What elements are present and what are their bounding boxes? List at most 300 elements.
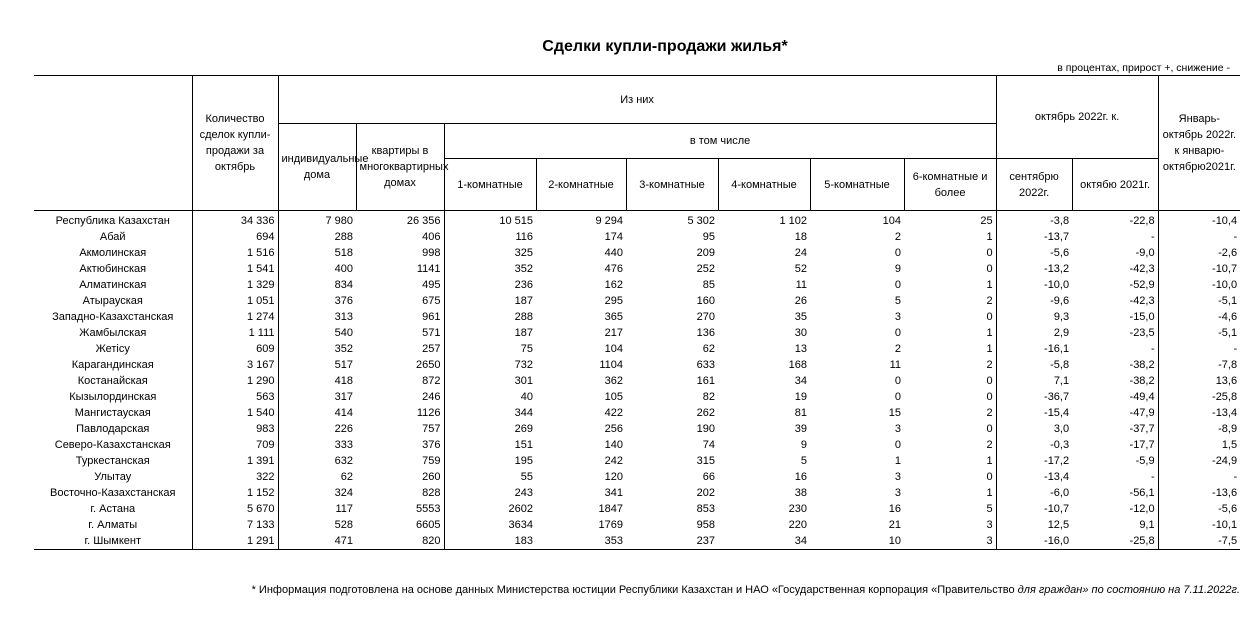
r6-cell: 0 — [904, 261, 996, 277]
ind-cell: 632 — [334, 455, 353, 467]
r3-cell: 95 — [702, 231, 715, 243]
r2-cell: 353 — [536, 533, 626, 550]
r1-cell: 2602 — [508, 503, 533, 515]
r2-cell: 105 — [604, 391, 623, 403]
table-row — [34, 341, 1240, 357]
r3-cell: 209 — [696, 247, 715, 259]
r4-cell: 24 — [794, 247, 807, 259]
r4-cell: 168 — [788, 359, 807, 371]
r1-cell: 187 — [514, 295, 533, 307]
apt-cell: 571 — [356, 325, 444, 341]
region-cell: Жетісу — [34, 341, 192, 357]
region-cell: Карагандинская — [34, 357, 192, 373]
table-row — [34, 389, 1240, 405]
ind-cell: 400 — [334, 263, 353, 275]
table-row — [34, 261, 1240, 277]
oct-cell: -38,2 — [1072, 357, 1158, 373]
total-cell: 709 — [192, 437, 278, 453]
jan-cell: -5,1 — [1218, 295, 1238, 307]
table-row — [34, 437, 1240, 453]
r5-cell: 10 — [810, 533, 904, 550]
r2-cell: 256 — [604, 423, 623, 435]
oct-cell: - — [1072, 341, 1158, 357]
table-row — [34, 211, 1240, 230]
total-cell: 563 — [192, 389, 278, 405]
r2-cell: 9 294 — [595, 215, 623, 227]
r1-cell: 151 — [514, 439, 533, 451]
r5-cell: 1 — [894, 455, 901, 467]
r3-cell: 237 — [626, 533, 718, 550]
r6-cell: 2 — [904, 293, 996, 309]
footnote-text: * Информация подготовлена на основе данных Министерства юстиции Республики Казахстан и НАО «Государственная корпорация «Правительство — [251, 584, 1018, 596]
ind-cell: 313 — [334, 311, 353, 323]
jan-cell: -13,6 — [1212, 487, 1238, 499]
region-cell: Атырауская — [34, 293, 192, 309]
total-cell: 1 540 — [192, 405, 278, 421]
oct-cell: - — [1072, 469, 1158, 485]
r3-cell: 5 302 — [687, 215, 715, 227]
r6-cell: 0 — [904, 421, 996, 437]
apartments-header: квартиры в многоквартирных домах — [356, 124, 444, 211]
count-header: Количество сделок купли-продажи за октябрь — [192, 76, 278, 211]
r5-cell: 2 — [894, 231, 901, 243]
jan-cell: -10,0 — [1212, 279, 1238, 291]
oct-cell: -42,3 — [1072, 261, 1158, 277]
r2-cell: 217 — [604, 327, 623, 339]
footnote-italic-text: для граждан» по состоянию на 7.11.2022г. — [1017, 584, 1240, 596]
ind-cell: 834 — [334, 279, 353, 291]
jan-cell: -2,6 — [1218, 247, 1238, 259]
rooms-4-header: 4-комнатные — [718, 159, 810, 211]
region-cell: Республика Казахстан — [34, 211, 192, 230]
table-row — [34, 277, 1240, 293]
ind-cell: 288 — [334, 231, 353, 243]
jan-cell: -24,9 — [1212, 455, 1238, 467]
total-cell: 3 167 — [192, 357, 278, 373]
r4-cell: 13 — [794, 343, 807, 355]
jan-cell: -10,7 — [1212, 263, 1238, 275]
oct-cell: -9,0 — [1072, 245, 1158, 261]
r4-cell: 9 — [800, 439, 807, 451]
sep-cell: 9,3 — [1053, 311, 1070, 323]
oct-cell: - — [1072, 229, 1158, 245]
r6-cell: 1 — [904, 485, 996, 501]
oct-cell: -23,5 — [1072, 325, 1158, 341]
region-cell: Жамбылская — [34, 325, 192, 341]
jan-cell: - — [1233, 231, 1238, 243]
r6-cell: 0 — [904, 389, 996, 405]
total-cell: 5 670 — [192, 501, 278, 517]
ind-cell: 376 — [334, 295, 353, 307]
r6-cell: 1 — [904, 229, 996, 245]
r6-cell: 25 — [904, 211, 996, 230]
r3-cell: 161 — [696, 375, 715, 387]
r6-cell: 2 — [904, 357, 996, 373]
sep-cell: -16,1 — [1044, 343, 1070, 355]
region-cell: Мангистауская — [34, 405, 192, 421]
r1-cell: 75 — [520, 343, 533, 355]
oct-cell: -38,2 — [1072, 373, 1158, 389]
r5-cell: 3 — [894, 311, 901, 323]
r2-cell: 1847 — [598, 503, 623, 515]
r2-cell: 120 — [604, 471, 623, 483]
total-cell: 1 329 — [192, 277, 278, 293]
ind-cell: 471 — [278, 533, 356, 550]
total-cell: 1 290 — [192, 373, 278, 389]
region-cell: Алматинская — [34, 277, 192, 293]
table-row — [34, 485, 1240, 501]
table-row — [34, 309, 1240, 325]
r2-cell: 440 — [604, 247, 623, 259]
apt-cell: 406 — [356, 229, 444, 245]
table-row — [34, 469, 1240, 485]
table-row — [34, 229, 1240, 245]
r5-cell: 3 — [894, 471, 901, 483]
total-cell: 322 — [192, 469, 278, 485]
jan-cell: -7,5 — [1158, 533, 1240, 550]
jan-cell: -5,6 — [1218, 503, 1238, 515]
r5-cell: 0 — [894, 327, 901, 339]
r6-cell: 0 — [904, 245, 996, 261]
r1-cell: 40 — [520, 391, 533, 403]
region-cell: Туркестанская — [34, 453, 192, 469]
apt-cell: 495 — [356, 277, 444, 293]
jan-oct-header: Январь-октябрь 2022г. к январю-октябрю2021г. — [1158, 76, 1240, 211]
housing-deals-table — [34, 75, 1240, 550]
r4-cell: 35 — [794, 311, 807, 323]
apt-cell: 1141 — [356, 261, 444, 277]
r4-cell: 26 — [794, 295, 807, 307]
table-row — [34, 501, 1240, 517]
oct-cell: -25,8 — [1072, 533, 1158, 550]
region-cell: Костанайская — [34, 373, 192, 389]
r4-cell: 81 — [794, 407, 807, 419]
apt-cell: 5553 — [356, 501, 444, 517]
r2-cell: 1104 — [599, 359, 623, 371]
r4-cell: 11 — [795, 279, 807, 291]
rooms-1-header: 1-комнатные — [444, 159, 536, 211]
r6-cell: 1 — [904, 453, 996, 469]
r6-cell: 2 — [904, 405, 996, 421]
including-header: в том числе — [444, 124, 996, 159]
sep-cell: -0,3 — [1050, 439, 1070, 451]
r3-cell: 270 — [696, 311, 715, 323]
r1-cell: 3634 — [508, 519, 533, 531]
r1-cell: 10 515 — [499, 215, 533, 227]
sep-cell: 12,5 — [1047, 519, 1070, 531]
oct-cell: -5,9 — [1072, 453, 1158, 469]
oct-cell: -47,9 — [1072, 405, 1158, 421]
r2-cell: 362 — [604, 375, 623, 387]
rooms-3-header: 3-комнатные — [626, 159, 718, 211]
r3-cell: 160 — [696, 295, 715, 307]
oct-cell: -42,3 — [1072, 293, 1158, 309]
total-cell: 1 274 — [192, 309, 278, 325]
rooms-5-header: 5-комнатные — [810, 159, 904, 211]
jan-cell: 13,6 — [1215, 375, 1238, 387]
r6-cell: 0 — [904, 469, 996, 485]
r5-cell: 3 — [894, 487, 901, 499]
r6-cell: 3 — [904, 533, 996, 550]
r6-cell: 1 — [904, 341, 996, 357]
r2-cell: 1769 — [598, 519, 623, 531]
r4-cell: 34 — [718, 533, 810, 550]
region-cell: Восточно-Казахстанская — [34, 485, 192, 501]
r3-cell: 958 — [696, 519, 715, 531]
r3-cell: 190 — [696, 423, 715, 435]
total-cell: 1 152 — [192, 485, 278, 501]
region-cell: Абай — [34, 229, 192, 245]
rooms-2-header: 2-комнатные — [536, 159, 626, 211]
table-row — [34, 533, 1240, 550]
r3-cell: 136 — [696, 327, 715, 339]
r4-cell: 1 102 — [779, 215, 807, 227]
jan-cell: -5,1 — [1218, 327, 1238, 339]
apt-cell: 246 — [356, 389, 444, 405]
sep-cell: 2,9 — [1053, 327, 1070, 339]
r1-cell: 301 — [514, 375, 533, 387]
ind-cell: 7 980 — [325, 215, 353, 227]
sep-cell: -13,7 — [1044, 231, 1070, 243]
sep-cell: -13,2 — [1044, 263, 1070, 275]
ind-cell: 62 — [340, 471, 353, 483]
total-cell: 1 291 — [192, 533, 278, 550]
ind-cell: 414 — [334, 407, 353, 419]
ind-cell: 518 — [334, 247, 353, 259]
ind-cell: 352 — [334, 343, 353, 355]
r1-cell: 288 — [514, 311, 533, 323]
r2-cell: 162 — [604, 279, 623, 291]
r1-cell: 243 — [514, 487, 533, 499]
r3-cell: 853 — [696, 503, 715, 515]
total-cell: 983 — [192, 421, 278, 437]
ind-cell: 528 — [334, 519, 353, 531]
jan-cell: - — [1233, 471, 1238, 483]
r2-cell: 104 — [604, 343, 623, 355]
r4-cell: 19 — [794, 391, 807, 403]
r1-cell: 236 — [514, 279, 533, 291]
r3-cell: 252 — [696, 263, 715, 275]
r1-cell: 195 — [514, 455, 533, 467]
apt-cell: 820 — [356, 533, 444, 550]
sep-cell: -10,0 — [1044, 279, 1070, 291]
total-cell: 1 391 — [192, 453, 278, 469]
r1-cell: 55 — [520, 471, 533, 483]
r5-cell: 5 — [894, 295, 901, 307]
units-note: в процентах, прирост +, снижение - — [1057, 62, 1230, 74]
oct-cell: -17,7 — [1072, 437, 1158, 453]
region-cell: Западно-Казахстанская — [34, 309, 192, 325]
jan-cell: -25,8 — [1212, 391, 1238, 403]
sep-cell: -15,4 — [1044, 407, 1070, 419]
r2-cell: 295 — [604, 295, 623, 307]
r3-cell: 82 — [702, 391, 715, 403]
rooms-6-header: 6-комнатные и более — [904, 159, 996, 211]
total-cell: 1 516 — [192, 245, 278, 261]
total-cell: 34 336 — [192, 211, 278, 230]
r3-cell: 85 — [702, 279, 715, 291]
oct-cell: -12,0 — [1072, 501, 1158, 517]
r4-cell: 30 — [794, 327, 807, 339]
r4-cell: 230 — [788, 503, 807, 515]
r2-cell: 422 — [604, 407, 623, 419]
r1-cell: 732 — [514, 359, 533, 371]
total-cell: 7 133 — [192, 517, 278, 533]
jan-cell: -8,9 — [1218, 423, 1238, 435]
sep-header: сентябрю 2022г. — [996, 159, 1072, 211]
table-row — [34, 517, 1240, 533]
r1-cell: 344 — [514, 407, 533, 419]
table-row — [34, 453, 1240, 469]
region-cell: Северо-Казахстанская — [34, 437, 192, 453]
r1-cell: 187 — [514, 327, 533, 339]
page-title: Сделки купли-продажи жилья* — [542, 38, 788, 55]
r2-cell: 365 — [604, 311, 623, 323]
table-row — [34, 373, 1240, 389]
ind-cell: 517 — [334, 359, 353, 371]
individual-header: индивидуальные дома — [278, 124, 356, 211]
r6-cell: 5 — [904, 501, 996, 517]
r4-cell: 39 — [794, 423, 807, 435]
r5-cell: 2 — [894, 343, 901, 355]
r3-cell: 66 — [702, 471, 715, 483]
oct-cell: -15,0 — [1072, 309, 1158, 325]
r5-cell: 0 — [894, 439, 901, 451]
table-row — [34, 325, 1240, 341]
ind-cell: 540 — [334, 327, 353, 339]
r1-cell: 269 — [514, 423, 533, 435]
r2-cell: 341 — [604, 487, 623, 499]
ind-cell: 333 — [334, 439, 353, 451]
ind-cell: 418 — [334, 375, 353, 387]
region-cell: Акмолинская — [34, 245, 192, 261]
sep-cell: -10,7 — [1044, 503, 1070, 515]
r3-cell: 262 — [696, 407, 715, 419]
r1-cell: 352 — [514, 263, 533, 275]
oct-header: октябю 2021г. — [1072, 159, 1158, 211]
r6-cell: 3 — [904, 517, 996, 533]
r5-cell: 11 — [889, 359, 901, 371]
oct-cell: -52,9 — [1072, 277, 1158, 293]
region-cell: Улытау — [34, 469, 192, 485]
oct-cell: -49,4 — [1072, 389, 1158, 405]
total-cell: 1 111 — [192, 325, 278, 341]
region-cell: г. Астана — [34, 501, 192, 517]
apt-cell: 2650 — [356, 357, 444, 373]
r4-cell: 16 — [794, 471, 807, 483]
ind-cell: 226 — [334, 423, 353, 435]
r5-cell: 0 — [894, 247, 901, 259]
r3-cell: 62 — [702, 343, 715, 355]
total-cell: 609 — [192, 341, 278, 357]
jan-cell: -10,4 — [1212, 215, 1238, 227]
r4-cell: 5 — [800, 455, 807, 467]
sep-cell: 3,0 — [1053, 423, 1070, 435]
r5-cell: 9 — [894, 263, 901, 275]
r4-cell: 18 — [794, 231, 807, 243]
sep-cell: -17,2 — [1044, 455, 1070, 467]
region-cell: Павлодарская — [34, 421, 192, 437]
r5-cell: 21 — [888, 519, 901, 531]
oct-cell: -22,8 — [1072, 211, 1158, 230]
r5-cell: 0 — [894, 391, 901, 403]
r3-cell: 633 — [696, 359, 715, 371]
apt-cell: 1126 — [356, 405, 444, 421]
r5-cell: 0 — [894, 279, 901, 291]
apt-cell: 872 — [356, 373, 444, 389]
r4-cell: 220 — [788, 519, 807, 531]
jan-cell: -4,6 — [1218, 311, 1238, 323]
apt-cell: 675 — [356, 293, 444, 309]
jan-cell: - — [1233, 343, 1238, 355]
sep-cell: 7,1 — [1053, 375, 1070, 387]
oct-vs-header: октябрь 2022г. к. — [996, 76, 1158, 159]
table-row — [34, 405, 1240, 421]
total-cell: 1 541 — [192, 261, 278, 277]
sep-cell: -13,4 — [1044, 471, 1070, 483]
r3-cell: 315 — [696, 455, 715, 467]
region-header — [34, 76, 192, 211]
sep-cell: -3,8 — [1050, 215, 1070, 227]
r5-cell: 104 — [882, 215, 901, 227]
r2-cell: 140 — [604, 439, 623, 451]
apt-cell: 757 — [356, 421, 444, 437]
apt-cell: 998 — [356, 245, 444, 261]
apt-cell: 257 — [356, 341, 444, 357]
sep-cell: -5,6 — [1050, 247, 1070, 259]
sep-cell: -36,7 — [1044, 391, 1070, 403]
ind-cell: 324 — [334, 487, 353, 499]
r1-cell: 183 — [444, 533, 536, 550]
r6-cell: 1 — [904, 277, 996, 293]
of-them-header: Из них — [278, 76, 996, 124]
r4-cell: 52 — [794, 263, 807, 275]
region-cell: Кызылординская — [34, 389, 192, 405]
ind-cell: 117 — [335, 503, 353, 515]
sep-cell: -6,0 — [1050, 487, 1070, 499]
r5-cell: 0 — [894, 375, 901, 387]
r6-cell: 0 — [904, 309, 996, 325]
oct-cell: 9,1 — [1072, 517, 1158, 533]
r6-cell: 1 — [904, 325, 996, 341]
r2-cell: 476 — [604, 263, 623, 275]
apt-cell: 828 — [356, 485, 444, 501]
jan-cell: -7,8 — [1218, 359, 1238, 371]
r4-cell: 38 — [794, 487, 807, 499]
r6-cell: 2 — [904, 437, 996, 453]
apt-cell: 26 356 — [356, 211, 444, 230]
oct-cell: -37,7 — [1072, 421, 1158, 437]
r1-cell: 116 — [515, 231, 533, 243]
r2-cell: 174 — [604, 231, 623, 243]
jan-cell: -13,4 — [1212, 407, 1238, 419]
r3-cell: 74 — [702, 439, 715, 451]
r5-cell: 16 — [888, 503, 901, 515]
table-row — [34, 357, 1240, 373]
sep-cell: -16,0 — [996, 533, 1072, 550]
ind-cell: 317 — [334, 391, 353, 403]
sep-cell: -9,6 — [1050, 295, 1070, 307]
r3-cell: 202 — [696, 487, 715, 499]
jan-cell: 1,5 — [1221, 439, 1238, 451]
table-row — [34, 293, 1240, 309]
apt-cell: 260 — [356, 469, 444, 485]
apt-cell: 376 — [356, 437, 444, 453]
r4-cell: 34 — [794, 375, 807, 387]
apt-cell: 6605 — [356, 517, 444, 533]
apt-cell: 759 — [356, 453, 444, 469]
sep-cell: -5,8 — [1050, 359, 1070, 371]
